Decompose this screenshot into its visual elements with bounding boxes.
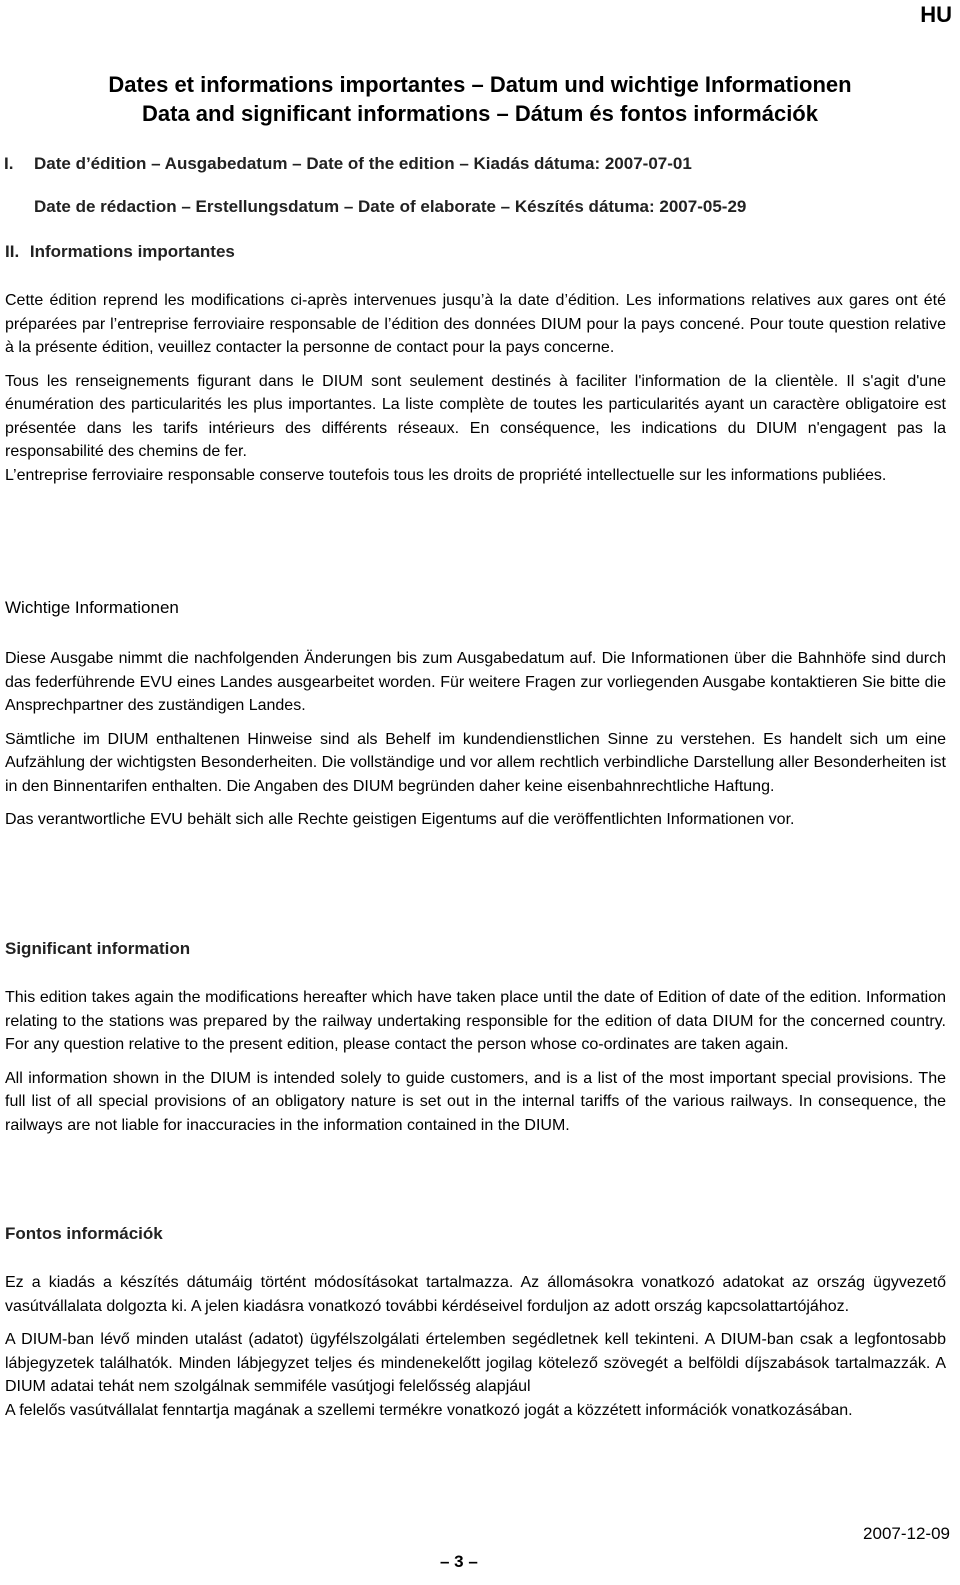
- english-section: [5, 986, 946, 1147]
- english-paragraph-2: All information shown in the DIUM is intended solely to guide customers, and is a list of the most important special provisions. The full list of all special provisions of an obligatory nature is set out in the internal tariffs of the various railways. In consequence, the railways are not liable for inaccuracies in the information contained in the DIUM.: [5, 1069, 946, 1134]
- french-paragraph-3: L’entreprise ferroviaire responsable conserve toutefois tous les droits de propriété intellectuelle sur les informations publiées.: [5, 466, 887, 484]
- hungarian-paragraph-3: A felelős vasútvállalat fenntartja magának a szellemi termékre vonatkozó jogát a közzétett információk vonatkozásában.: [5, 1401, 853, 1419]
- french-paragraph-1: Cette édition reprend les modifications ci-après intervenues jusqu’à la date d’édition. Les informations relatives aux gares ont été préparées par l’entreprise ferroviaire responsable de l’édition des données DIUM pour la pays concené. Pour toute question relative à la présente édition, veuillez contacter la personne de contact pour la pays concerne.: [5, 292, 946, 356]
- english-paragraph-1: This edition takes again the modifications hereafter which have taken place until the date of Edition of date of the edition. Information relating to the stations was prepared by the railway undertaking responsible for the edition of data DIUM for the concerned country. For any question relative to the present edition, please contact the person whose co-ordinates are taken again.: [5, 989, 946, 1053]
- edition-date-text: Date d’édition – Ausgabedatum – Date of the edition – Kiadás dátuma: 2007-07-01: [34, 154, 692, 173]
- section-number-1: I.: [4, 154, 14, 173]
- hungarian-heading: Fontos információk: [5, 1224, 163, 1243]
- footer-date: 2007-12-09: [863, 1524, 950, 1543]
- section-number-2: II.: [5, 242, 20, 261]
- section-2-title: Informations importantes: [29, 242, 235, 261]
- document-title: [0, 70, 960, 128]
- french-section: [5, 289, 946, 497]
- page-number: – 3 –: [440, 1552, 478, 1571]
- language-code: HU: [920, 2, 952, 27]
- redaction-date-line: Date de rédaction – Erstellungsdatum – Date of elaborate – Készítés dátuma: 2007-05-29: [34, 197, 747, 216]
- title-line-1: Dates et informations importantes – Datum und wichtige Informationen: [108, 72, 852, 97]
- hungarian-paragraph-2: A DIUM-ban lévő minden utalást (adatot) ügyfélszolgálati értelemben segédletnek kell tekinteni. A DIUM-ban csak a legfontosabb lábjegyzetek találhatók. Minden lábjegyzet teljes és mindenekelőtt jogilag kötelező szövegét a belföldi díjszabások tartalmazzák. A DIUM adatai tehát nem szolgálnak semmiféle vasútjogi felelősség alapjául: [5, 1331, 946, 1395]
- french-paragraph-2: Tous les renseignements figurant dans le DIUM sont seulement destinés à faciliter l'information de la clientèle. Il s'agit d'une énumération des particularités les plus importantes. La liste complète de toutes les particularités ayant un caractère obligatoire est présentée dans les tarifs intérieurs des différents réseaux. En conséquence, les indications du DIUM n'engagent pas la responsabilité des chemins de fer.: [5, 372, 946, 460]
- german-paragraph-3: Das verantwortliche EVU behält sich alle Rechte geistigen Eigentums auf die veröffentlichten Informationen vor.: [5, 811, 795, 828]
- hungarian-section: [5, 1271, 946, 1432]
- german-section: [5, 647, 946, 842]
- english-heading: Significant information: [5, 939, 191, 958]
- german-paragraph-1: Diese Ausgabe nimmt die nachfolgenden Änderungen bis zum Ausgabedatum auf. Die Informationen über die Bahnhöfe sind durch das federführende EVU eines Landes ausgearbeitet worden. Für weitere Fragen zur vorliegenden Ausgabe kontaktieren Sie bitte die Ansprechpartner des zuständigen Landes.: [5, 650, 946, 714]
- german-heading: Wichtige Informationen: [5, 598, 179, 617]
- hungarian-paragraph-1: Ez a kiadás a készítés dátumáig történt módosításokat tartalmazza. Az állomásokra vonatkozó adatokat az ország ügyvezető vasútvállalata dolgozta ki. A jelen kiadásra vonatkozó további kérdéseivel forduljon az adott ország kapcsolattartójához.: [5, 1274, 946, 1315]
- german-paragraph-2: Sämtliche im DIUM enthaltenen Hinweise sind als Behelf im kundendienstlichen Sinne zu verstehen. Es handelt sich um eine Aufzählung der wichtigsten Besonderheiten. Die vollständige und vor allem rechtlich verbindliche Darstellung aller Besonderheiten ist in den Binnentarifen enthalten. Die Angaben des DIUM begründen daher keine eisenbahnrechtliche Haftung.: [5, 730, 946, 795]
- title-line-2: Data and significant informations – Dátum és fontos információk: [142, 101, 818, 126]
- section-2-heading: [5, 242, 235, 262]
